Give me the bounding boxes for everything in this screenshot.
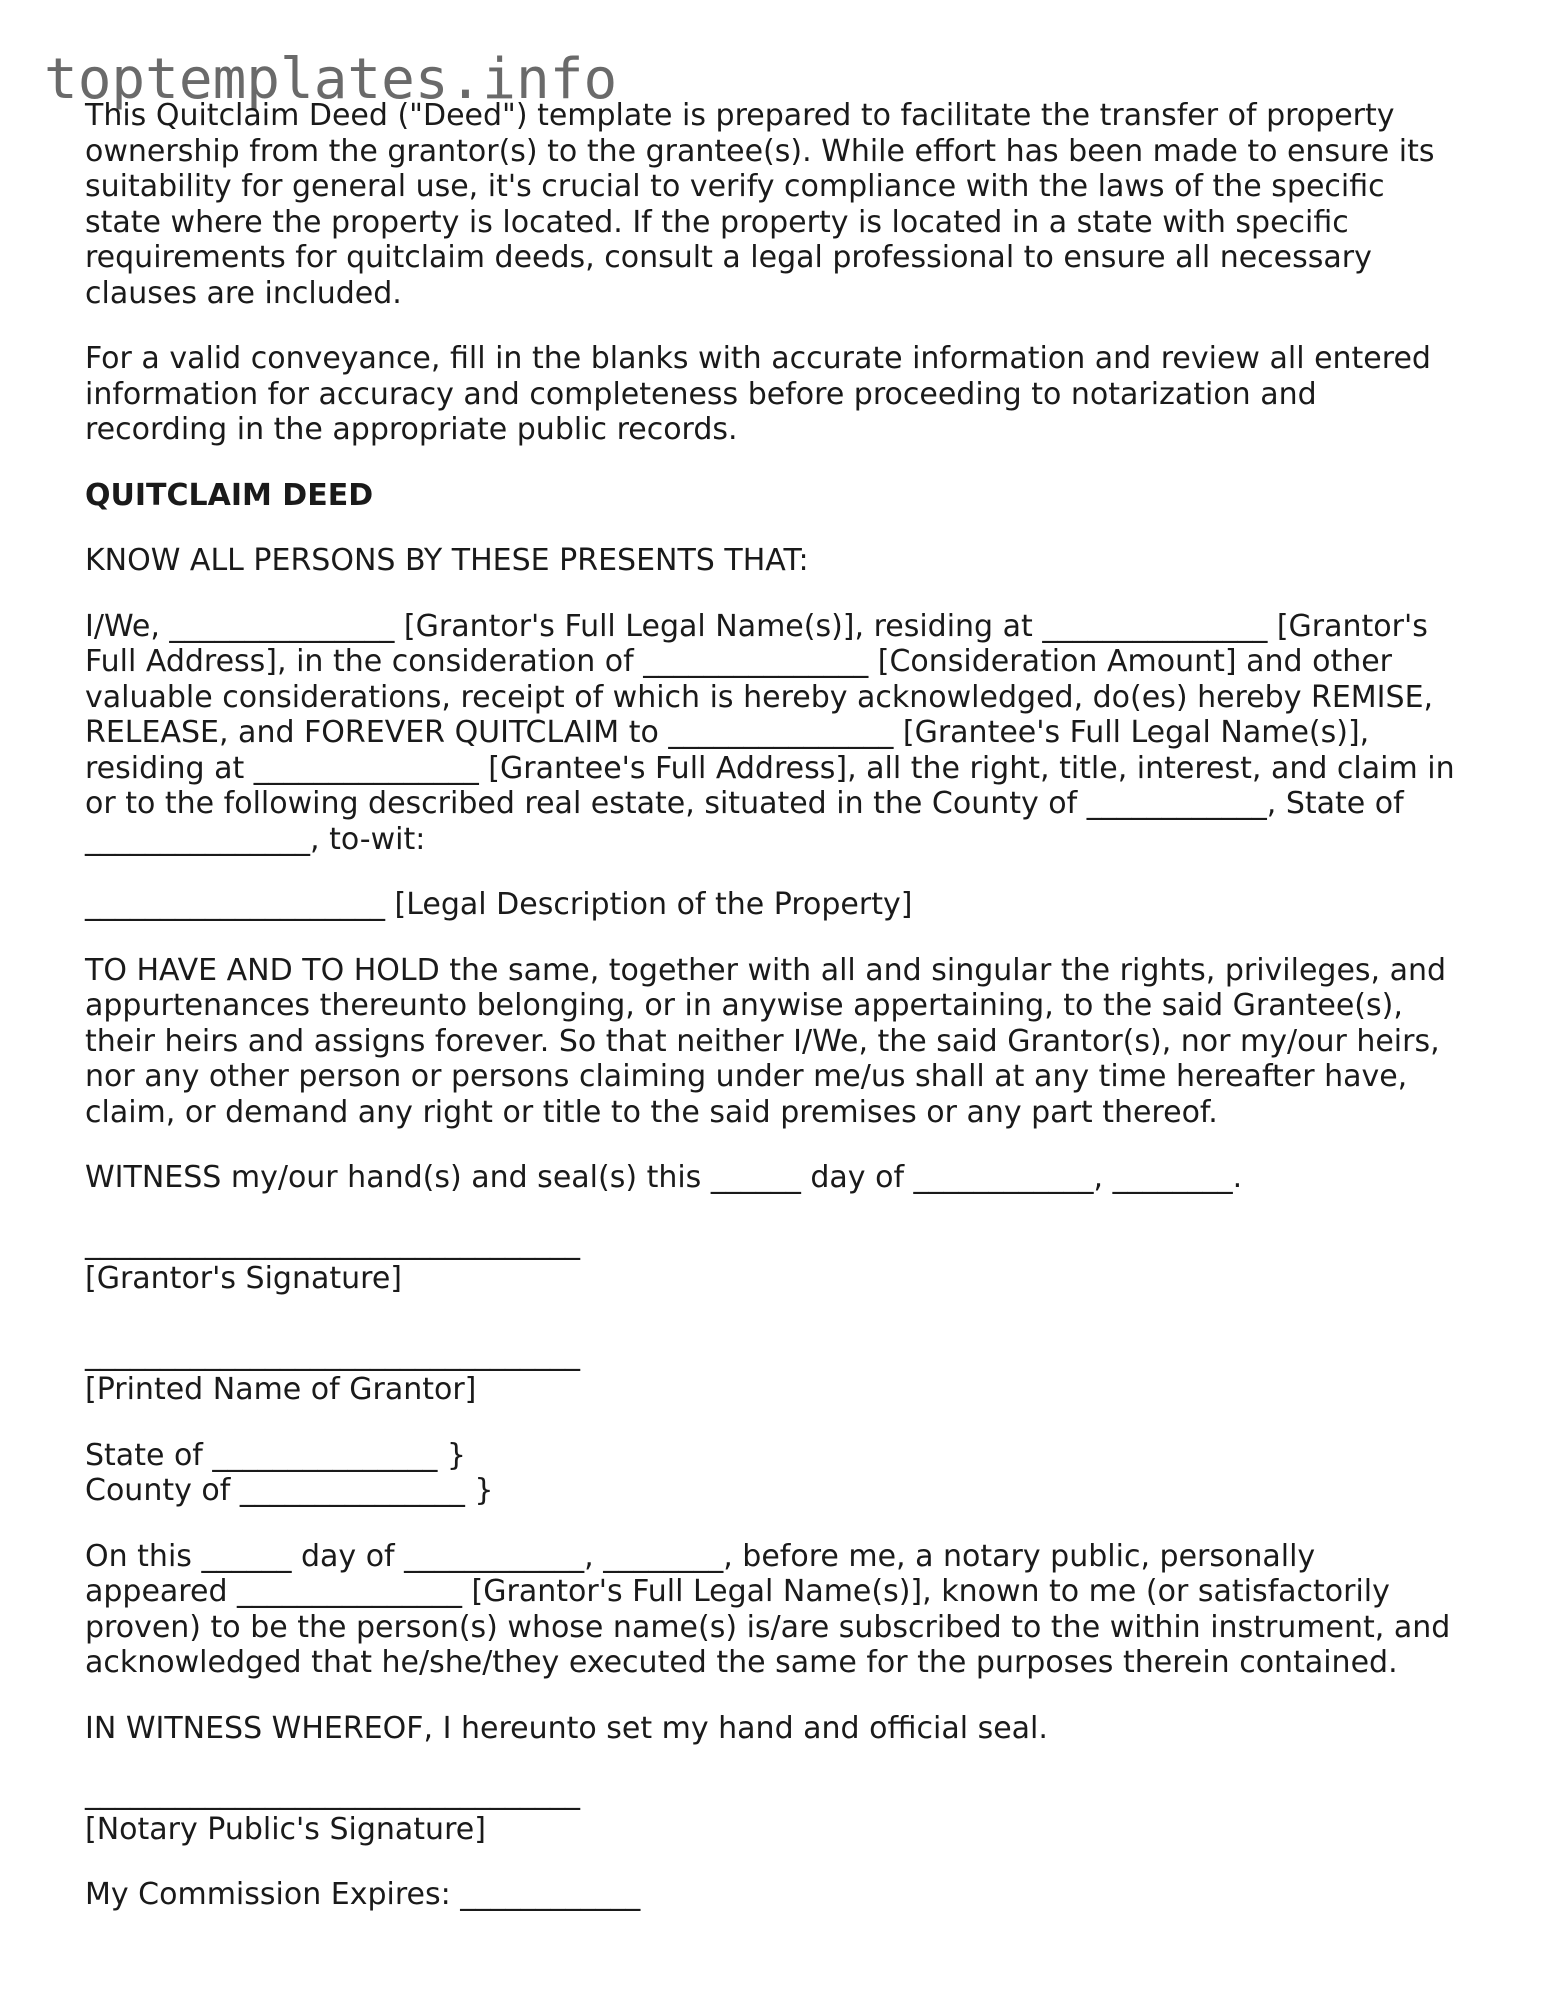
notary-acknowledgment: On this ______ day of ____________, ________, before me, a notary public, personally appeared _______________ [Grantor's Full Legal Name(s)], known to me (or satisfactorily proven) to be the person(s) whose name(s) is/are subscribed to the within instrument, and acknowledged that he/she/they executed the same for the purposes therein contained. xyxy=(85,1538,1451,1680)
grant-clause: I/We, _______________ [Grantor's Full Legal Name(s)], residing at _______________ [Grantor's Full Address], in the consideration of _______________ [Consideration Amount] and other valuable considerations, receipt of which is hereby acknowledged, do(es) hereby REMISE, RELEASE, and FOREVER QUITCLAIM to _______________ [Grantee's Full Legal Name(s)], residing at _______________ [Grantee's Full Address], all the right, title, interest, and claim in or to the following described real estate, situated in the County of ____________, State of _______________, to-wit: xyxy=(85,608,1455,857)
in-witness-whereof: IN WITNESS WHEREOF, I hereunto set my hand and official seal. xyxy=(85,1710,1048,1746)
intro-paragraph-2: For a valid conveyance, fill in the blanks with accurate information and review all entered information for accuracy and completeness before proceeding to notarization and recording in the appropriate public records. xyxy=(85,341,1431,447)
grantor-signature-block xyxy=(85,1226,1465,1297)
grantor-printed-name-label: [Printed Name of Grantor] xyxy=(85,1372,477,1407)
document-title: QUITCLAIM DEED xyxy=(85,477,374,513)
intro-paragraph-1: This Quitclaim Deed ("Deed") template is prepared to facilitate the transfer of property ownership from the grantor(s) to the grantee(s). While effort has been made to ensure its suitability for general use, it's crucial to verify compliance with the laws of the specific state where the property is located. If the property is located in a state with specific requirements for quitclaim deeds, consult a legal professional to ensure all necessary clauses are included. xyxy=(85,98,1435,311)
county-of-line: County of _______________ } xyxy=(85,1473,494,1508)
venue-block xyxy=(85,1438,1465,1509)
notary-signature-block xyxy=(85,1776,1465,1847)
notary-signature-label: [Notary Public's Signature] xyxy=(85,1811,486,1847)
grantor-printed-name-block xyxy=(85,1337,1465,1408)
know-all-heading: KNOW ALL PERSONS BY THESE PRESENTS THAT: xyxy=(85,543,809,578)
deed-document xyxy=(85,98,1465,1943)
legal-description-line: ____________________ [Legal Description of the Property] xyxy=(85,887,913,922)
witness-clause: WITNESS my/our hand(s) and seal(s) this ______ day of ____________, ________. xyxy=(85,1160,1243,1195)
watermark-logo: toptemplates.info xyxy=(44,47,618,112)
grantor-printed-name-line[interactable]: _________________________________ xyxy=(85,1336,580,1372)
commission-expires: My Commission Expires: ____________ xyxy=(85,1877,641,1912)
grantor-signature-line[interactable]: _________________________________ xyxy=(85,1225,580,1261)
state-of-line: State of _______________ } xyxy=(85,1437,467,1473)
grantor-signature-label: [Grantor's Signature] xyxy=(85,1261,402,1296)
habendum-clause: TO HAVE AND TO HOLD the same, together with all and singular the rights, privileges, and appurtenances thereunto belonging, or in anywise appertaining, to the said Grantee(s), their heirs and assigns forever. So that neither I/We, the said Grantor(s), nor my/our heirs, nor any other person or persons claiming under me/us shall at any time hereafter have, claim, or demand any right or title to the said premises or any part thereof. xyxy=(85,952,1447,1130)
notary-signature-line[interactable]: _________________________________ xyxy=(85,1776,580,1811)
